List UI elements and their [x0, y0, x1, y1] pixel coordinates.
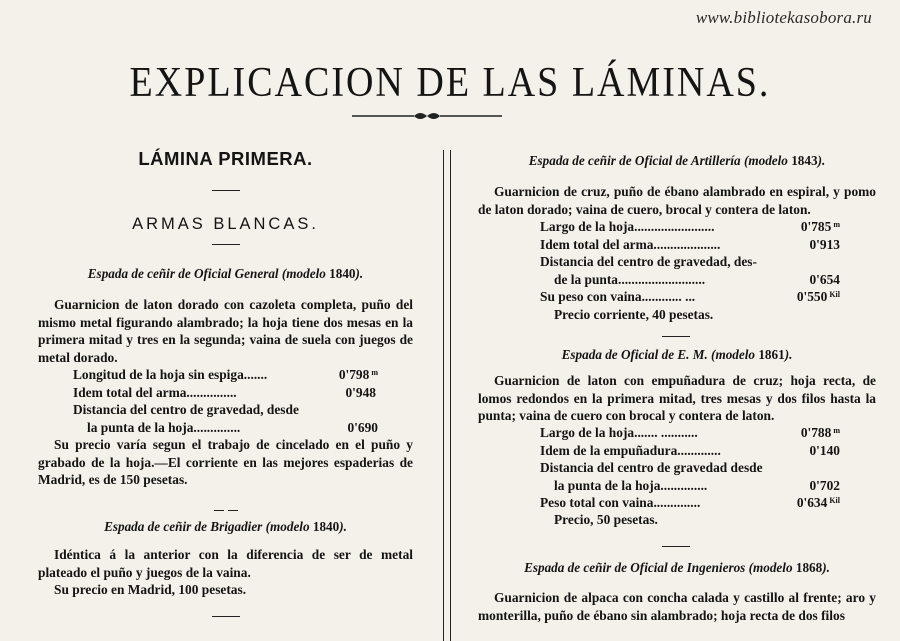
separator-dash [212, 190, 240, 191]
spec-row: la punta de la hoja.............. 0'690 [87, 419, 378, 435]
spec-table [540, 424, 840, 512]
separator-dash [662, 546, 690, 547]
price-line: Su precio en Madrid, 100 pesetas. [54, 582, 247, 597]
spec-row: Longitud de la hoja sin espiga....... 0'798 $^m$ [73, 367, 378, 382]
page-title: EXPLICACION DE LAS LÁMINAS. [129, 59, 771, 107]
spec-row: Distancia del centro de gravedad desde [540, 460, 763, 476]
entry-title: Espada de ceñir de Oficial General (modelo 1840). [87, 266, 364, 281]
spec-row: Idem de la empuñadura............. 0'140 [540, 442, 840, 458]
entry-title: Espada de ceñir de Oficial de Ingenieros (modelo 1868). [524, 560, 830, 575]
price-line: Precio, 50 pesetas. [554, 512, 658, 527]
entry-description: Guarnicion de laton con empuñadura de cruz; hoja recta, de lomos redondos en la primera mitad, tres mesas y dos filos hasta la punta; vaina de cuero con brocal y contera de laton. [478, 373, 876, 424]
separator-dash [662, 336, 690, 337]
spec-row: Idem total del arma.................... 0'913 [540, 236, 840, 252]
spec-row: Largo de la hoja........................ 0'785 $^m$ [540, 219, 840, 234]
spec-row: Distancia del centro de gravedad, des- [540, 254, 757, 270]
spec-table [73, 366, 378, 436]
price-paragraph: Su precio varía segun el trabajo de cincelado en el puño y grabado de la hoja.—El corriente en las mejores espaderias de Madrid, es de 150 pesetas. [38, 437, 413, 488]
section-heading: ARMAS BLANCAS. [132, 215, 319, 233]
entry-title: Espada de ceñir de Oficial de Artillería (modelo 1843). [528, 153, 826, 168]
entry-title: Espada de ceñir de Brigadier (modelo 1840). [104, 519, 347, 534]
entry-description: Guarnicion de alpaca con concha calada y castillo al frente; aro y monterilla, puño de ébano sin alambrado; hoja recta de dos filos [478, 590, 876, 623]
plate-heading: LÁMINA PRIMERA. [138, 148, 313, 169]
entry-title: Espada de Oficial de E. M. (modelo 1861). [561, 347, 793, 362]
separator-double-dash [38, 498, 413, 516]
spec-row: Su peso con vaina............ ... 0'550 $^{Kil}$ [540, 289, 840, 305]
entry-description: Guarnicion de cruz, puño de ébano alambrado en espiral, y pomo de laton dorado; vaina de cuero, brocal y contera de laton. [478, 184, 876, 217]
price-line: Precio corriente, 40 pesetas. [554, 307, 714, 322]
spec-row: Distancia del centro de gravedad, desde [73, 402, 299, 418]
entry-description: Idéntica á la anterior con la diferencia de ser de metal plateado el puño y juegos de la vaina. [38, 547, 413, 580]
column-divider [443, 150, 451, 641]
spec-row: Idem total del arma............... 0'948 [73, 384, 376, 400]
spec-table [540, 218, 840, 306]
description-paragraph: Guarnicion de laton dorado con cazoleta completa, puño del mismo metal figurando alambrado; la hoja tiene dos mesas en la primera mitad y tres en la segunda; vaina de suela con juegos de metal dorado. [38, 297, 413, 365]
separator-dash [212, 616, 240, 617]
separator-dash [212, 244, 240, 245]
spec-row: Peso total con vaina.............. 0'634 $^{Kil}$ [540, 495, 840, 511]
watermark: www.bibliotekasobora.ru [695, 8, 872, 27]
spec-row: Largo de la hoja....... ........... 0'788 $^m$ [540, 425, 840, 440]
title-ornament [352, 110, 502, 122]
spec-row: la punta de la hoja.............. 0'702 [554, 477, 840, 493]
entry-description [38, 296, 413, 366]
spec-row: de la punta.......................... 0'654 [554, 271, 840, 287]
